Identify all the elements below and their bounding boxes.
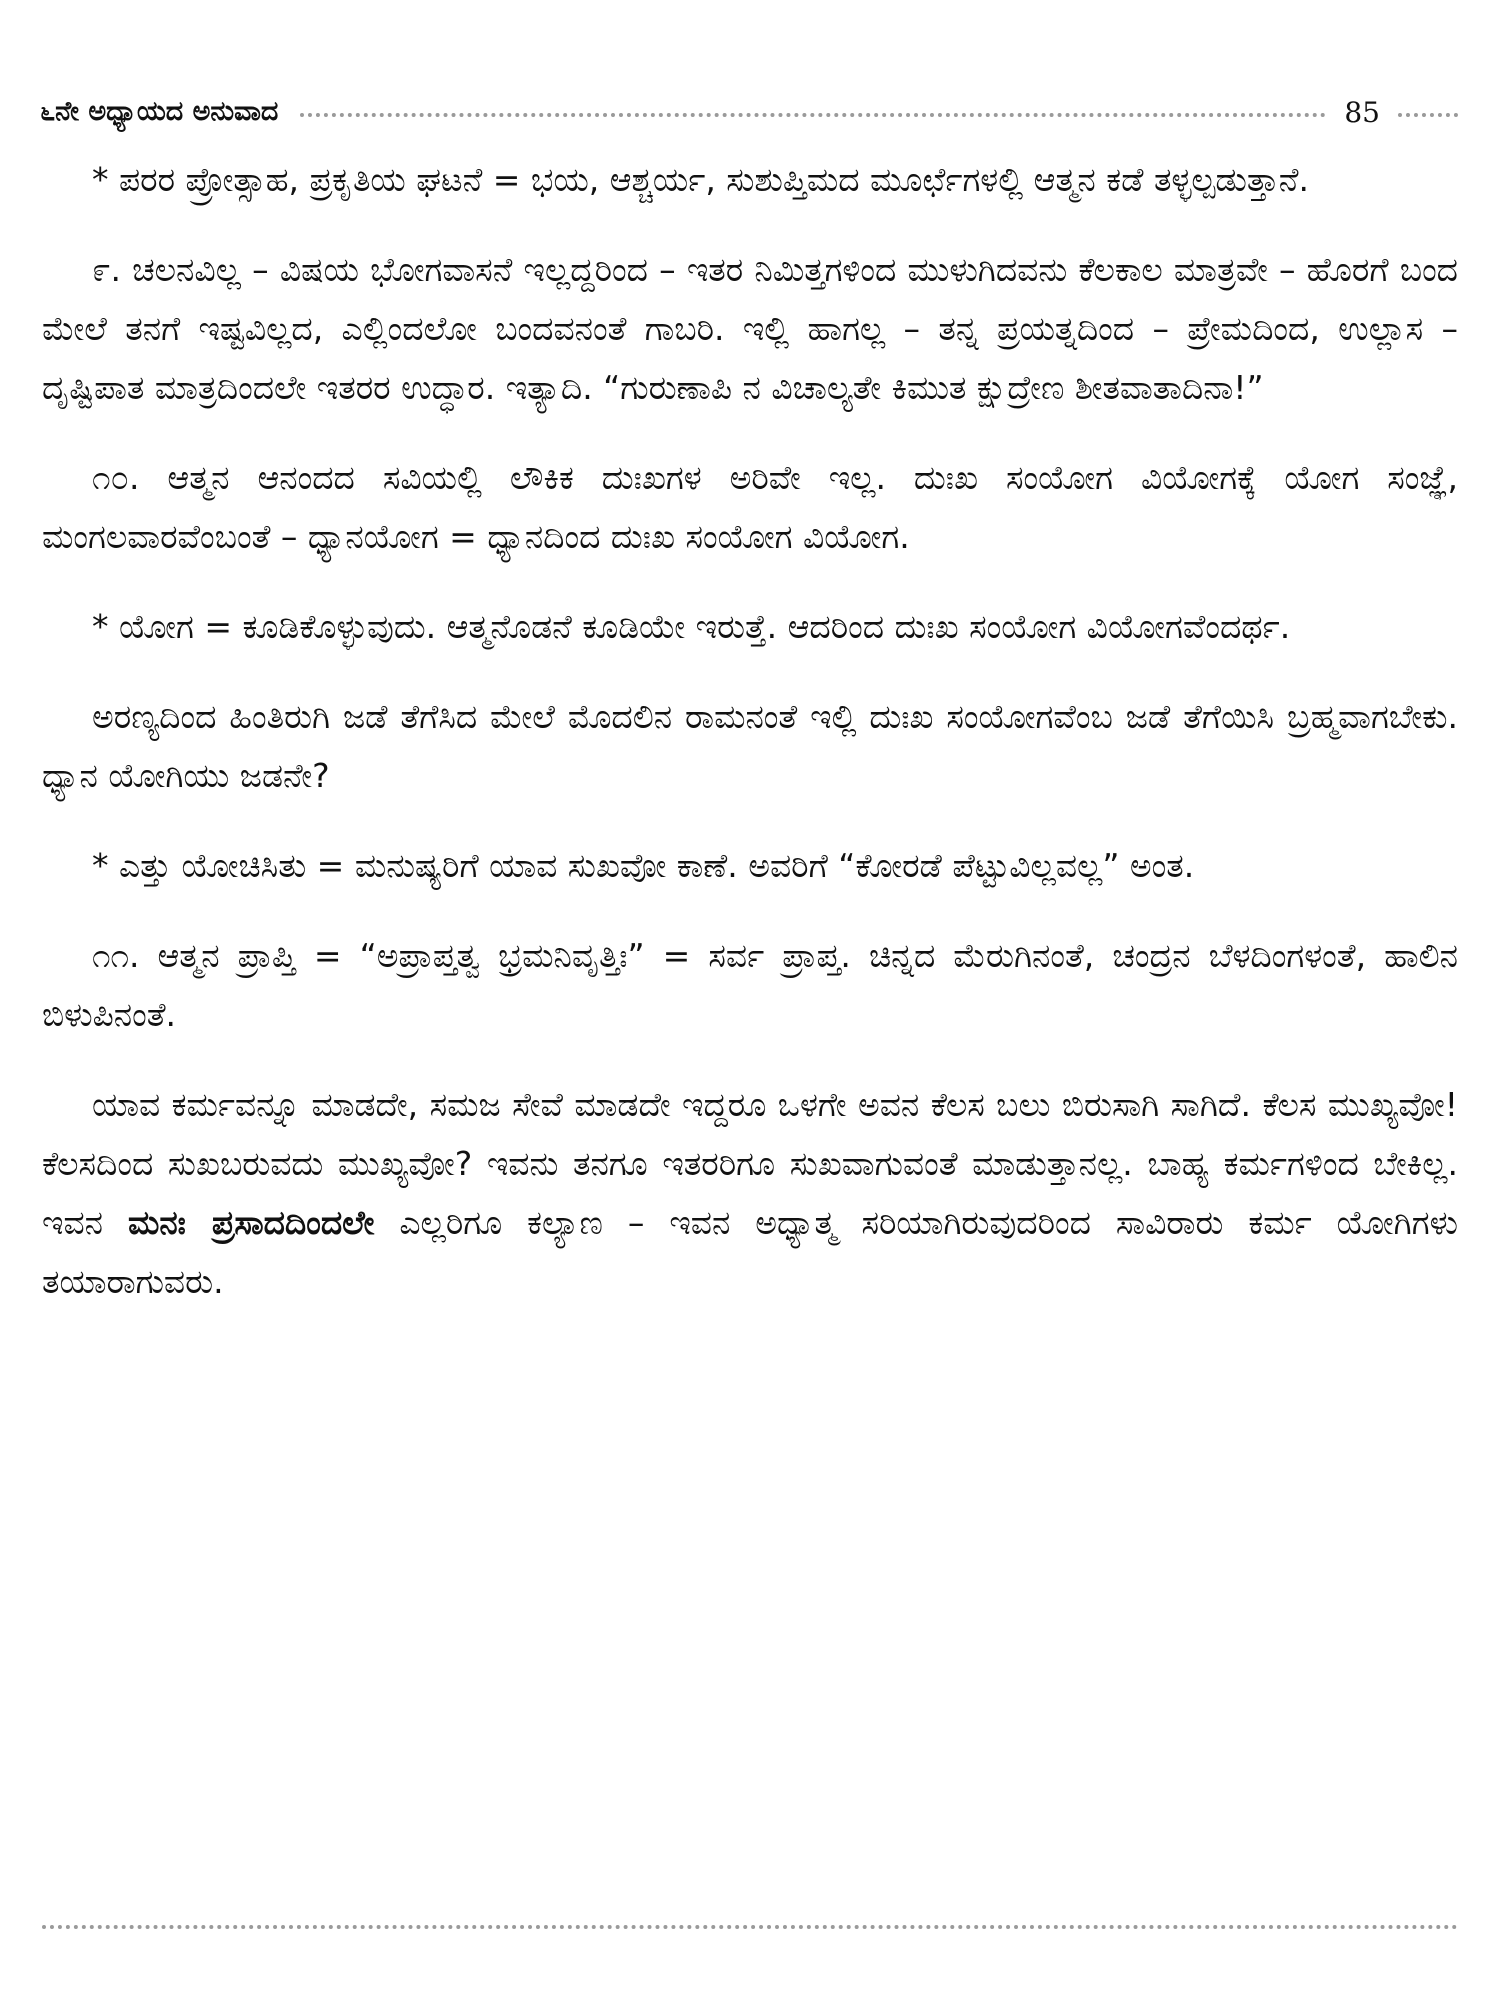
final-paragraph-text-start: ಯಾವ ಕರ್ಮವನ್ನೂ ಮಾಡದೇ, ಸಮಜ ಸೇವೆ ಮಾಡದೇ ಇದ್ದರೂ ಒಳಗೇ ಅವನ ಕೆಲಸ ಬಲು ಬಿರುಸಾಗಿ ಸಾಗಿದೆ. ಕೆಲಸ ಮುಖ್ಯವೋ! ಕೆಲಸದಿಂದ ಸುಖಬರುವದು ಮುಖ್ಯವೋ? ಇವನು ತನಗೂ ಇತರರಿಗೂ ಸುಖವಾಗುವಂತೆ ಮಾಡುತ್ತಾನಲ್ಲ. ಬಾಹ್ಯ ಕರ್ಮಗಳಿಂದ ಬೇಕಿಲ್ಲ. ಇವನ: [42, 1085, 1458, 1242]
page-header: [40, 92, 1458, 132]
page-number: 85: [1344, 95, 1380, 129]
footer-dotted-rule: [42, 1925, 1458, 1929]
header-dotted-rule-tail: [1398, 113, 1458, 117]
paragraph: ಅರಣ್ಯದಿಂದ ಹಿಂತಿರುಗಿ ಜಡೆ ತೆಗೆಸಿದ ಮೇಲೆ ಮೊದಲಿನ ರಾಮನಂತೆ ಇಲ್ಲಿ ದುಃಖ ಸಂಯೋಗವೆಂಬ ಜಡೆ ತೆಗೆಯಿಸಿ ಬ್ರಹ್ಮವಾಗಬೇಕು. ಧ್ಯಾನ ಯೋಗಿಯು ಜಡನೇ?: [42, 697, 1458, 795]
header-dotted-rule: [300, 113, 1326, 117]
paragraph: ೯. ಚಲನವಿಲ್ಲ – ವಿಷಯ ಭೋಗವಾಸನೆ ಇಲ್ಲದ್ದರಿಂದ – ಇತರ ನಿಮಿತ್ತಗಳಿಂದ ಮುಳುಗಿದವನು ಕೆಲಕಾಲ ಮಾತ್ರವೇ – ಹೊರಗೆ ಬಂದ ಮೇಲೆ ತನಗೆ ಇಷ್ಟವಿಲ್ಲದ, ಎಲ್ಲಿಂದಲೋ ಬಂದವನಂತೆ ಗಾಬರಿ. ಇಲ್ಲಿ ಹಾಗಲ್ಲ – ತನ್ನ ಪ್ರಯತ್ನದಿಂದ – ಪ್ರೇಮದಿಂದ, ಉಲ್ಲಾಸ – ದೃಷ್ಟಿಪಾತ ಮಾತ್ರದಿಂದಲೇ ಇತರರ ಉದ್ಧಾರ. ಇತ್ಯಾದಿ. “ಗುರುಣಾಪಿ ನ ವಿಚಾಲ್ಯತೇ ಕಿಮುತ ಕ್ಷುದ್ರೇಣ ಶೀತವಾತಾದಿನಾ!”: [42, 250, 1458, 407]
running-title: ೬ನೇ ಅಧ್ಯಾಯದ ಅನುವಾದ: [40, 96, 279, 127]
final-paragraph: [42, 1075, 1458, 1311]
paragraph: ೧೧. ಆತ್ಮನ ಪ್ರಾಪ್ತಿ = “ಅಪ್ರಾಪ್ತತ್ವ ಭ್ರಮನಿವೃತ್ತಿಃ” = ಸರ್ವ ಪ್ರಾಪ್ತ. ಚಿನ್ನದ ಮೆರುಗಿನಂತೆ, ಚಂದ್ರನ ಬೆಳದಿಂಗಳಂತೆ, ಹಾಲಿನ ಬಿಳುಪಿನಂತೆ.: [42, 936, 1458, 1034]
bold-phrase: ಮನಃ ಪ್ರಸಾದದಿಂದಲೇ: [127, 1203, 375, 1242]
paragraph: * ಪರರ ಪ್ರೋತ್ಸಾಹ, ಪ್ರಕೃತಿಯ ಘಟನೆ = ಭಯ, ಆಶ್ಚರ್ಯ, ಸುಶುಪ್ತಿಮದ ಮೂರ್ಛೆಗಳಲ್ಲಿ ಆತ್ಮನ ಕಡೆ ತಳ್ಳಲ್ಪಡುತ್ತಾನೆ.: [92, 160, 1309, 199]
paragraph: ೧೦. ಆತ್ಮನ ಆನಂದದ ಸವಿಯಲ್ಲಿ ಲೌಕಿಕ ದುಃಖಗಳ ಅರಿವೇ ಇಲ್ಲ. ದುಃಖ ಸಂಯೋಗ ವಿಯೋಗಕ್ಕೆ ಯೋಗ ಸಂಜ್ಞೆ, ಮಂಗಲವಾರವೆಂಬಂತೆ – ಧ್ಯಾನಯೋಗ = ಧ್ಯಾನದಿಂದ ದುಃಖ ಸಂಯೋಗ ವಿಯೋಗ.: [42, 458, 1458, 556]
paragraph: * ಯೋಗ = ಕೂಡಿಕೊಳ್ಳುವುದು. ಆತ್ಮನೊಡನೆ ಕೂಡಿಯೇ ಇರುತ್ತೆ. ಆದರಿಂದ ದುಃಖ ಸಂಯೋಗ ವಿಯೋಗವೆಂದರ್ಥ.: [92, 607, 1291, 646]
body-text: [42, 150, 1458, 1311]
final-paragraph-text-end: ಎಲ್ಲರಿಗೂ ಕಲ್ಯಾಣ – ಇವನ ಅಧ್ಯಾತ್ಮ ಸರಿಯಾಗಿರುವುದರಿಂದ ಸಾವಿರಾರು ಕರ್ಮ ಯೋಗಿಗಳು ತಯಾರಾಗುವರು.: [42, 1203, 1458, 1301]
paragraph: * ಎತ್ತು ಯೋಚಿಸಿತು = ಮನುಷ್ಯರಿಗೆ ಯಾವ ಸುಖವೋ ಕಾಣೆ. ಅವರಿಗೆ “ಕೋರಡೆ ಪೆಟ್ಟುವಿಲ್ಲವಲ್ಲ” ಅಂತ.: [92, 846, 1195, 885]
